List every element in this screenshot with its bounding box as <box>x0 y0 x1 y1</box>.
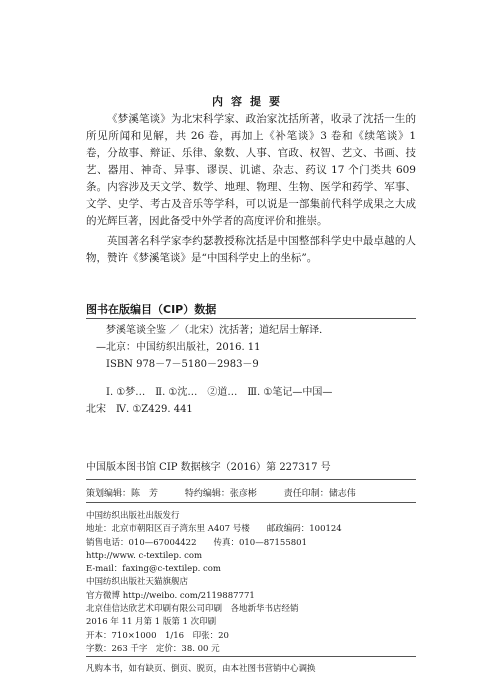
cip-line: Ⅰ. ①梦… Ⅱ. ①沈… ②道… Ⅲ. ①笔记—中国— <box>106 387 333 398</box>
imprint-line: 字数：263 千字 定价：38. 00 元 <box>86 643 220 654</box>
proofing-editor: 责任印制：储志伟 <box>283 489 356 499</box>
imprint-line: 地址：北京市朝阳区百子湾东里 A407 号楼 邮政编码：100124 <box>86 524 342 535</box>
imprint-line: 中国纺织出版社天猫旗舰店 <box>86 577 189 588</box>
cip-line: 梦溪笔谈全鉴 ／（北宋）沈括著；道纪居士解译． <box>106 325 330 336</box>
imprint-line: E-mail：faxing@c-textilep. com <box>86 564 221 575</box>
footer-note: 凡购本书，如有缺页、倒页、脱页，由本社图书营销中心调换 <box>86 664 316 674</box>
summary-paragraph: 英国著名科学家李约瑟教授称沈括是中国整部科学史中最卓越的人物，赞许《梦溪笔谈》是“中国科学史上的坐标”。 <box>86 235 416 264</box>
cip-title: 图书在版编目（CIP）数据 <box>86 303 217 316</box>
imprint-line: 北京佳信达欣艺术印刷有限公司印刷 各地新华书店经销 <box>86 604 299 615</box>
summary-body <box>86 111 416 270</box>
imprint-line: 官方微博 http://weibo. com/2119887771 <box>86 590 255 601</box>
cip-line: —北京：中国纺织出版社，2016. 11 <box>96 342 261 353</box>
divider-top <box>86 479 416 480</box>
cip-notice: 中国版本图书馆 CIP 数据核字（2016）第 227317 号 <box>86 462 331 473</box>
cip-line: ISBN 978－7－5180－2983－9 <box>106 359 259 370</box>
divider-bottom <box>86 656 416 657</box>
summary-title: 内容提要 <box>212 95 288 108</box>
cip-divider <box>86 318 416 319</box>
planning-editor: 策划编辑：陈 芳 <box>86 489 159 499</box>
divider-middle <box>86 502 416 503</box>
imprint-line: http://www. c-textilep. com <box>86 550 203 561</box>
editors-line <box>86 486 416 499</box>
imprint-line: 中国纺织出版社出版发行 <box>86 511 180 521</box>
cip-line: 北宋 Ⅳ. ①Z429. 441 <box>86 404 193 415</box>
summary-paragraph: 《梦溪笔谈》为北宋科学家、政治家沈括所著，收录了沈括一生的所见所闻和见解，共 26 卷，再加上《补笔谈》3 卷和《续笔谈》1 卷，分故事、辩证、乐律、象数、人事、官政、权智、艺文、书画、技艺、器用、神奇、异事、谬误、讥谑、杂志、药议 17 个门类共 609 条。内容涉及天文学、数学、地理、物理、生物、医学和药学、军事、文学、史学、考古及音乐等学科，可以说是一部集前代科学成果之大成的光辉巨著，因此备受中外学者的高度评价和推崇。 <box>86 113 416 227</box>
imprint-line: 2016 年 11 月第 1 版第 1 次印刷 <box>86 617 217 628</box>
cip-entry <box>86 322 416 418</box>
special-editor: 特约编辑：张彦彬 <box>184 489 257 499</box>
imprint-block <box>86 510 416 656</box>
imprint-line: 销售电话：010—67004422 传真：010—87155801 <box>86 537 307 548</box>
imprint-line: 开本：710×1000 1/16 印张：20 <box>86 630 229 641</box>
